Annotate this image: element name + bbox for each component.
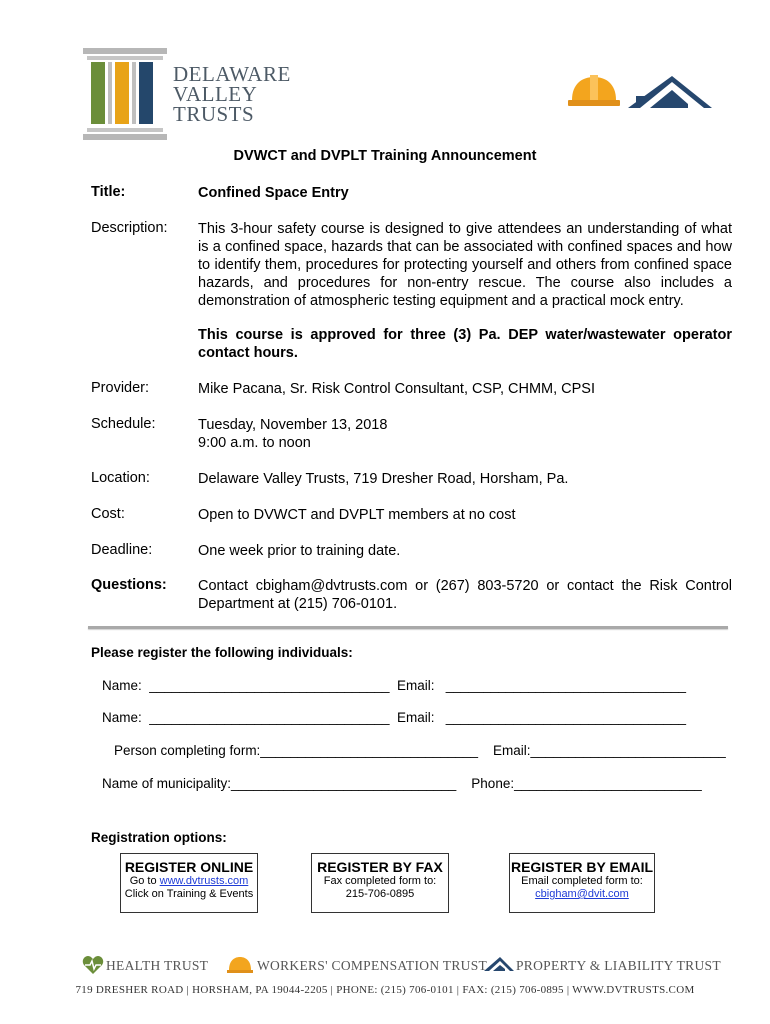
register-fax-box (311, 853, 449, 913)
email-link[interactable]: cbigham@dvit.com (535, 888, 629, 900)
register-heading: Please register the following individuals: (91, 645, 353, 660)
name-line-2[interactable]: Name: ________________________________ Email: ________________________________ (102, 710, 687, 725)
municipality-line[interactable]: Name of municipality:______________________________ Phone:_________________________ (102, 776, 702, 791)
page-title: DVWCT and DVPLT Training Announcement (233, 148, 537, 164)
health-trust-name: HEALTH TRUST (106, 958, 209, 973)
approval-note: This course is approved for three (3) Pa. DEP water/wastewater operator contact hours. (198, 327, 732, 361)
small-hardhat-icon (226, 956, 254, 974)
questions-value: Contact cbigham@dvtrusts.com or (267) 803-5720 or contact the Risk Control Department at (215) 706-0101. (198, 578, 732, 612)
property-liability-trust-name: PROPERTY & LIABILITY TRUST (516, 958, 721, 973)
title-value: Confined Space Entry (198, 185, 349, 201)
person-completing-line[interactable]: Person completing form:_____________________________ Email:__________________________ (114, 743, 726, 758)
register-online-line1 (121, 875, 257, 888)
hardhat-icon (566, 74, 622, 108)
provider-value: Mike Pacana, Sr. Risk Control Consultant, CSP, CHMM, CPSI (198, 381, 596, 397)
register-online-box (120, 853, 258, 913)
logo-wordmark: DELAWARE VALLEY TRUSTS (173, 62, 291, 126)
cost-label: Cost: (91, 506, 125, 522)
provider-label: Provider: (91, 380, 150, 396)
small-house-icon (484, 956, 514, 972)
register-fax-line1: Fax completed form to: (323, 875, 437, 887)
register-fax-number: 215-706-0895 (345, 888, 415, 900)
cost-value: Open to DVWCT and DVPLT members at no cost (198, 507, 516, 523)
workers-comp-trust-name: WORKERS' COMPENSATION TRUST (257, 958, 488, 973)
location-value: Delaware Valley Trusts, 719 Dresher Road, Horsham, Pa. (198, 471, 569, 487)
register-email-line1: Email completed form to: (521, 875, 643, 887)
title-label: Title: (91, 184, 126, 200)
register-email-box (509, 853, 655, 913)
dvtrusts-link[interactable]: www.dvtrusts.com (159, 875, 249, 887)
schedule-time: 9:00 a.m. to noon (198, 435, 311, 451)
registration-options-heading: Registration options: (91, 830, 227, 845)
online-prefix: Go to (129, 875, 160, 887)
deadline-label: Deadline: (91, 542, 153, 558)
register-online-line2: Click on Training & Events (124, 888, 254, 900)
footer-address: 719 DRESHER ROAD | HORSHAM, PA 19044-2205 | PHONE: (215) 706-0101 | FAX: (215) 706-0895 | WWW.DVTRUSTS.COM (75, 984, 695, 996)
house-icon (628, 74, 712, 110)
register-fax-title: REGISTER BY FAX (317, 859, 443, 875)
location-label: Location: (91, 470, 150, 486)
questions-label: Questions: (91, 577, 167, 593)
name-line-1[interactable]: Name: ________________________________ Email: ________________________________ (102, 678, 687, 693)
dvt-pillar-logo (83, 48, 173, 142)
schedule-value (198, 416, 732, 452)
schedule-date: Tuesday, November 13, 2018 (198, 417, 388, 433)
register-email-title: REGISTER BY EMAIL (510, 859, 654, 875)
heart-icon (82, 955, 104, 975)
schedule-label: Schedule: (91, 416, 156, 432)
register-online-title: REGISTER ONLINE (124, 859, 254, 875)
section-divider (88, 626, 728, 629)
description-label: Description: (91, 220, 168, 236)
deadline-value: One week prior to training date. (198, 543, 401, 559)
description-value: This 3-hour safety course is designed to give attendees an understanding of what is a confined space, hazards that can be associated with confined spaces and how to identify them, procedures for protecting yourself and others from confined space hazards, and procedures for non-entry rescue. The course also includes a demonstration of atmospheric testing equipment and a practical mock entry. (198, 221, 732, 309)
